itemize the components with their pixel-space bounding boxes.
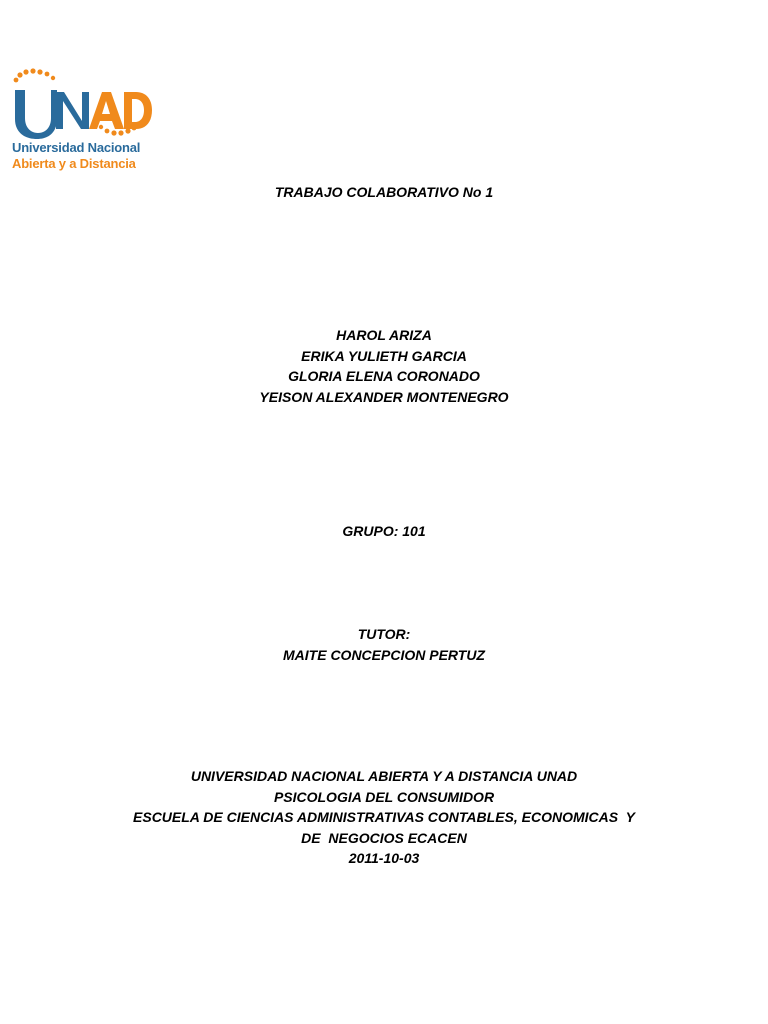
tutor-label: TUTOR:	[357, 626, 411, 642]
unad-logo	[10, 66, 155, 176]
logo-text-universidad-nacional: Universidad Nacional	[12, 140, 141, 155]
document-date: 2011-10-03	[348, 850, 420, 867]
school-name-line1: ESCUELA DE CIENCIAS ADMINISTRATIVAS CONTABLES, ECONOMICAS Y	[133, 809, 635, 826]
document-title: TRABAJO COLABORATIVO No 1	[274, 184, 494, 200]
logo-text-abierta-distancia: Abierta y a Distancia	[12, 156, 136, 171]
tutor-name: MAITE CONCEPCION PERTUZ	[283, 646, 485, 663]
authors-list	[0, 325, 768, 407]
author-name: ERIKA YULIETH GARCIA	[301, 347, 467, 364]
institution-block	[0, 766, 768, 869]
logo-letter-u	[15, 90, 57, 139]
logo-letter-a	[89, 92, 124, 129]
group-number: GRUPO: 101	[342, 523, 426, 539]
logo-letter-n	[56, 92, 89, 129]
course-name: PSICOLOGIA DEL CONSUMIDOR	[273, 788, 495, 805]
logo-letter-d	[124, 92, 152, 129]
author-name: GLORIA ELENA CORONADO	[288, 368, 480, 385]
university-name: UNIVERSIDAD NACIONAL ABIERTA Y A DISTANCIA UNAD	[190, 768, 578, 784]
logo-dots-top	[14, 68, 56, 82]
author-name: YEISON ALEXANDER MONTENEGRO	[259, 388, 509, 405]
unad-logo-graphic	[10, 66, 155, 142]
tutor-block	[0, 624, 768, 665]
author-name: HAROL ARIZA	[336, 327, 432, 343]
school-name-line2: DE NEGOCIOS ECACEN	[301, 829, 467, 846]
